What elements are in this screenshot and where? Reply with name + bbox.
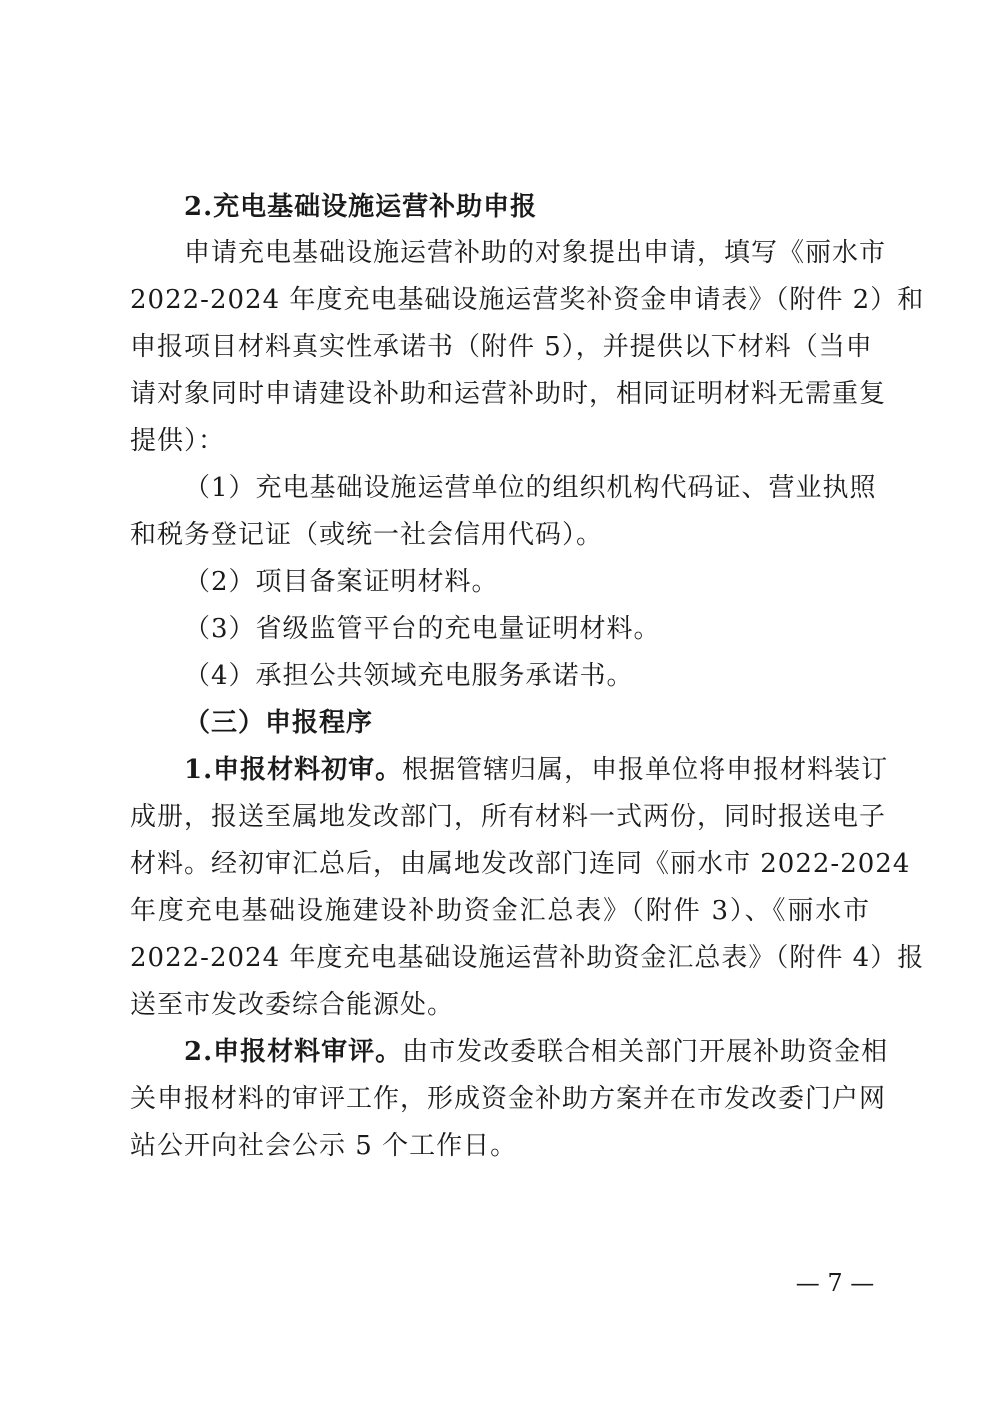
step-title: 1.申报材料初审。 [184,755,403,785]
list-item: （3）省级监管平台的充电量证明材料。 [184,614,661,644]
step-line [184,753,889,787]
paragraph-line: 2022-2024 年度充电基础设施运营奖补资金申请表》（附件 2）和 [130,285,925,315]
list-item-line: 和税务登记证（或统一社会信用代码）。 [130,520,604,550]
list-item-line: （1）充电基础设施运营单位的组织机构代码证、营业执照 [184,473,877,503]
paragraph-line: 申请充电基础设施运营补助的对象提出申请，填写《丽水市 [184,238,887,268]
paragraph-line: 请对象同时申请建设补助和运营补助时，相同证明材料无需重复 [130,379,887,409]
step-line: 成册，报送至属地发改部门，所有材料一式两份，同时报送电子 [130,802,887,832]
section-heading-procedure: （三）申报程序 [184,708,374,738]
step-text: 根据管辖归属，申报单位将申报材料装订 [402,755,889,785]
list-item: （2）项目备案证明材料。 [184,567,499,597]
paragraph-line: 申报项目材料真实性承诺书（附件 5），并提供以下材料（当申 [130,332,873,362]
step-text: 由市发改委联合相关部门开展补助资金相 [402,1037,889,1067]
step-line: 站公开向社会公示 5 个工作日。 [130,1131,518,1161]
page-number: — 7 — [795,1269,875,1297]
step-line: 2022-2024 年度充电基础设施运营补助资金汇总表》（附件 4）报 [130,943,925,973]
step-title: 2.申报材料审评。 [184,1037,403,1067]
step-line: 年度充电基础设施建设补助资金汇总表》（附件 3）、《丽水市 [130,896,870,926]
step-line: 材料。经初审汇总后，由属地发改部门连同《丽水市 2022-2024 [130,849,911,879]
section-heading-operation-subsidy: 2.充电基础设施运营补助申报 [184,192,538,222]
list-item: （4）承担公共领域充电服务承诺书。 [184,661,634,691]
step-line: 关申报材料的审评工作，形成资金补助方案并在市发改委门户网 [130,1084,887,1114]
step-line: 送至市发改委综合能源处。 [130,990,455,1020]
step-line [184,1035,889,1069]
paragraph-line: 提供）： [130,426,226,456]
